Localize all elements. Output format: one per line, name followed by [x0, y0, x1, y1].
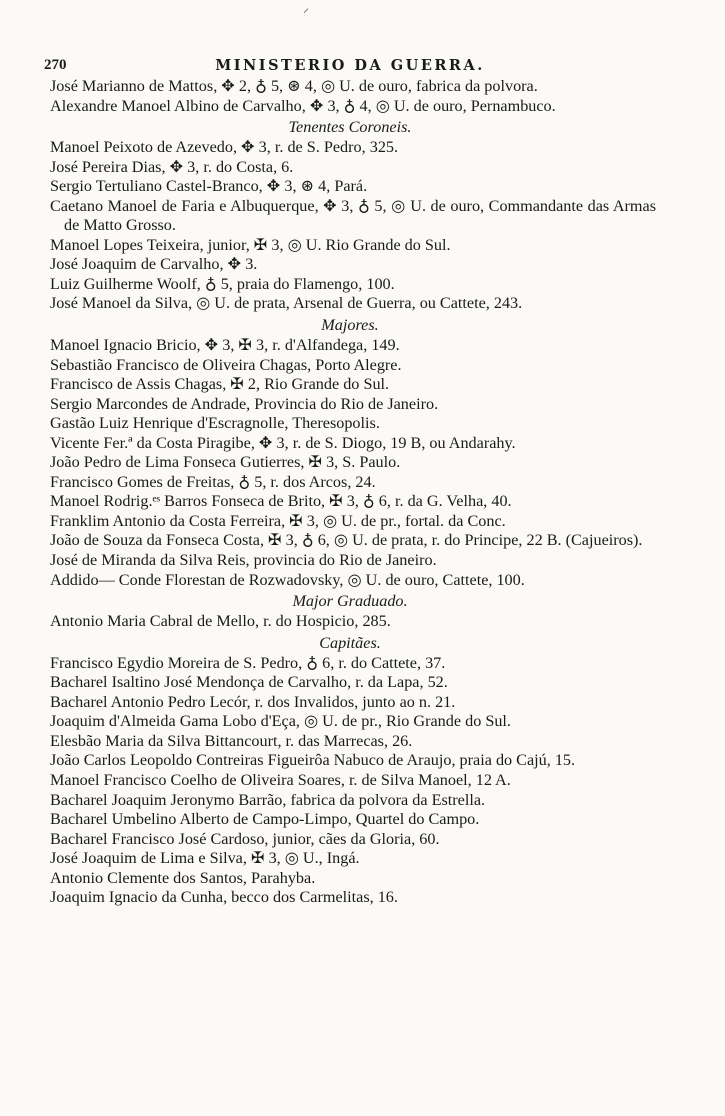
- list-item: Alexandre Manoel Albino de Carvalho, ✥ 3, ♁ 4, ◎ U. de ouro, Pernambuco.: [50, 96, 556, 115]
- section-heading: Majores.: [321, 316, 379, 335]
- list-item: José Marianno de Mattos, ✥ 2, ♁ 5, ⊛ 4, ◎ U. de ouro, fabrica da polvora.: [50, 77, 538, 95]
- list-item: Francisco Gomes de Freitas, ♁ 5, r. dos Arcos, 24.: [50, 472, 376, 491]
- stray-mark: ⸍: [303, 6, 310, 20]
- section-heading: Capitães.: [319, 633, 381, 652]
- list-item: Manoel Lopes Teixeira, junior, ✠ 3, ◎ U. Rio Grande do Sul.: [50, 235, 451, 254]
- page-header: [44, 56, 656, 76]
- list-item: João Pedro de Lima Fonseca Gutierres, ✠ 3, S. Paulo.: [50, 453, 401, 472]
- list-item: Gastão Luiz Henrique d'Escragnolle, Theresopolis.: [50, 414, 380, 433]
- list-item: José Manoel da Silva, ◎ U. de prata, Arsenal de Guerra, ou Cattete, 243.: [50, 294, 523, 313]
- list-item: Bacharel Umbelino Alberto de Campo-Limpo, Quartel do Campo.: [50, 810, 480, 829]
- group-major-graduado: [44, 591, 656, 632]
- list-item: Joaquim Ignacio da Cunha, becco dos Carmelitas, 16.: [50, 888, 398, 907]
- section-heading: Tenentes Coroneis.: [288, 118, 412, 137]
- list-item: José Joaquim de Lima e Silva, ✠ 3, ◎ U., Ingá.: [50, 849, 360, 868]
- list-item: Bacharel Isaltino José Mendonça de Carvalho, r. da Lapa, 52.: [50, 673, 448, 692]
- list-item: Luiz Guilherme Woolf, ♁ 5, praia do Flamengo, 100.: [50, 274, 395, 293]
- group-continuation: [44, 77, 656, 116]
- list-item: Antonio Maria Cabral de Mello, r. do Hospicio, 285.: [50, 612, 391, 631]
- section-heading: Major Graduado.: [292, 592, 408, 611]
- running-title: MINISTERIO DA GUERRA.: [215, 57, 485, 74]
- list-item: Francisco Egydio Moreira de S. Pedro, ♁ 6, r. do Cattete, 37.: [50, 653, 446, 672]
- list-item: Antonio Clemente dos Santos, Parahyba.: [50, 868, 316, 887]
- list-item: Sergio Marcondes de Andrade, Provincia do Rio de Janeiro.: [50, 394, 439, 413]
- list-item: Manoel Peixoto de Azevedo, ✥ 3, r. de S. Pedro, 325.: [50, 138, 399, 157]
- list-item: João Carlos Leopoldo Contreiras Figueirôa Nabuco de Araujo, praia do Cajú, 15.: [50, 751, 576, 770]
- list-item: Vicente Fer.ª da Costa Piragibe, ✥ 3, r. de S. Diogo, 19 B, ou Andarahy.: [50, 433, 516, 452]
- list-item: Bacharel Antonio Pedro Lecór, r. dos Invalidos, junto ao n. 21.: [50, 692, 456, 711]
- list-item: Bacharel Francisco José Cardoso, junior, cães da Gloria, 60.: [50, 829, 440, 848]
- list-item: Addido— Conde Florestan de Rozwadovsky, ◎ U. de ouro, Cattete, 100.: [50, 570, 525, 589]
- list-item: José Pereira Dias, ✥ 3, r. do Costa, 6.: [50, 157, 294, 176]
- list-item: Sebastião Francisco de Oliveira Chagas, Porto Alegre.: [50, 355, 402, 374]
- list-item: Franklim Antonio da Costa Ferreira, ✠ 3, ◎ U. de pr., fortal. da Conc.: [50, 511, 506, 530]
- list-item: Manoel Rodrig.ᵉˢ Barros Fonseca de Brito, ✠ 3, ♁ 6, r. da G. Velha, 40.: [50, 492, 512, 511]
- list-item: Manoel Ignacio Bricio, ✥ 3, ✠ 3, r. d'Alfandega, 149.: [50, 336, 400, 355]
- list-item: Caetano Manoel de Faria e Albuquerque, ✥ 3, ♁ 5, ◎ U. de ouro, Commandante das Armas de Matto Grosso.: [50, 196, 656, 235]
- list-item: Joaquim d'Almeida Gama Lobo d'Eça, ◎ U. de pr., Rio Grande do Sul.: [50, 712, 511, 731]
- list-item: José Joaquim de Carvalho, ✥ 3.: [50, 255, 258, 274]
- list-item: Manoel Francisco Coelho de Oliveira Soares, r. de Silva Manoel, 12 A.: [50, 770, 511, 789]
- list-item: João de Souza da Fonseca Costa, ✠ 3, ♁ 6, ◎ U. de prata, r. do Principe, 22 B. (Cajueiros).: [50, 531, 643, 550]
- group-majores: [44, 315, 656, 590]
- list-item: Sergio Tertuliano Castel-Branco, ✥ 3, ⊛ 4, Pará.: [50, 177, 368, 196]
- list-item: Elesbão Maria da Silva Bittancourt, r. das Marrecas, 26.: [50, 731, 413, 750]
- list-item: José de Miranda da Silva Reis, provincia do Rio de Janeiro.: [50, 551, 437, 570]
- page-number: 270: [44, 57, 67, 73]
- group-capitaes: [44, 633, 656, 908]
- group-tenentes-coroneis: [44, 117, 656, 314]
- document-page: [44, 56, 656, 908]
- list-item: Bacharel Joaquim Jeronymo Barrão, fabrica da polvora da Estrella.: [50, 790, 486, 809]
- list-item: Francisco de Assis Chagas, ✠ 2, Rio Grande do Sul.: [50, 375, 390, 394]
